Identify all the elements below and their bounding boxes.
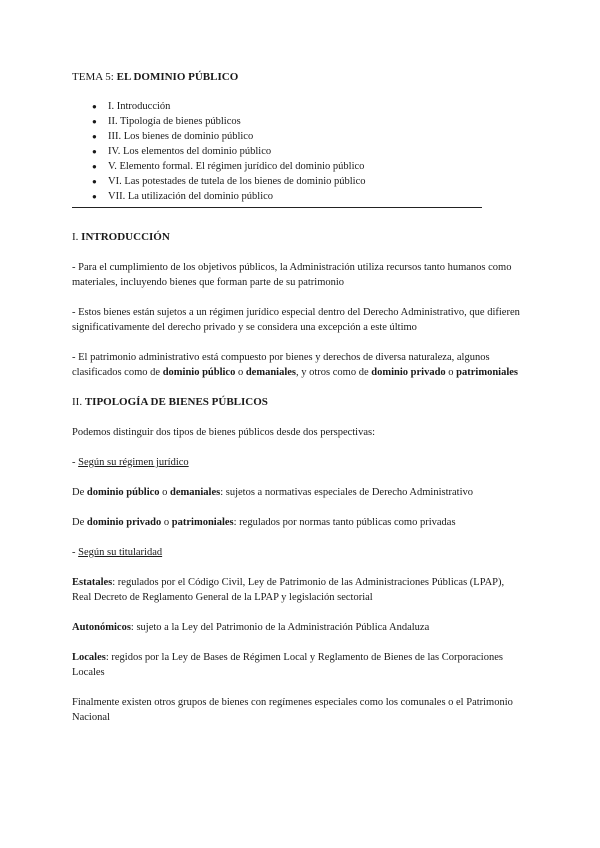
underlined-label: Según su régimen jurídico: [78, 457, 189, 468]
text: : regidos por la Ley de Bases de Régimen Local y Reglamento de Bienes de las Corporaciones Locales: [72, 652, 503, 678]
text: De: [72, 487, 87, 498]
paragraph: [72, 650, 522, 680]
document-title: [72, 70, 522, 85]
paragraph: Podemos distinguir dos tipos de bienes públicos desde dos perspectivas:: [72, 427, 376, 438]
title-prefix: TEMA 5:: [72, 71, 117, 83]
text: : sujeto a la Ley del Patrimonio de la Administración Pública Andaluza: [130, 622, 430, 633]
toc-item: ● III. Los bienes de dominio público: [92, 129, 522, 144]
heading-prefix: II.: [72, 396, 85, 408]
paragraph: [72, 350, 522, 380]
paragraph: [72, 575, 522, 605]
subheading-regimen: [72, 455, 522, 470]
toc-item: ● II. Tipología de bienes públicos: [92, 114, 522, 129]
text: : sujetos a normativas especiales de Derecho Administrativo: [220, 487, 474, 498]
bold-term: Locales: [72, 652, 106, 663]
toc-item: ● VI. Las potestades de tutela de los bienes de dominio público: [92, 174, 522, 189]
table-of-contents: [72, 99, 522, 204]
text: De: [72, 517, 87, 528]
subheading-titularidad: [72, 545, 522, 560]
paragraph: - Estos bienes están sujetos a un régimen jurídico especial dentro del Derecho Administrativo, que difieren significativamente del derecho privado y se considera una excepción a este último: [72, 307, 520, 333]
paragraph: [72, 515, 522, 530]
text: o: [159, 487, 171, 498]
text: : regulados por normas tanto públicas como privadas: [233, 517, 456, 528]
dash: -: [72, 457, 79, 468]
text: o: [445, 367, 457, 378]
section-heading-tipologia: [72, 395, 522, 410]
bold-term: demaniales: [170, 487, 221, 498]
bold-term: dominio público: [162, 367, 236, 378]
bold-term: patrimoniales: [171, 517, 234, 528]
text: : regulados por el Código Civil, Ley de Patrimonio de las Administraciones Públicas (LPAP), Real Decreto de Reglamento General de la LPAP y legislación sectorial: [72, 577, 505, 603]
bold-term: Estatales: [72, 577, 113, 588]
title-bold: EL DOMINIO PÚBLICO: [116, 71, 239, 83]
text: o: [235, 367, 246, 378]
heading-bold: INTRODUCCIÓN: [81, 231, 170, 243]
text: - El patrimonio administrativo está compuesto por bienes y derechos de diversa naturaleza, algunos clasificados como de: [72, 352, 490, 378]
document-page: [72, 70, 522, 740]
section-heading-introduccion: [72, 230, 522, 245]
paragraph: [72, 485, 522, 500]
heading-prefix: I.: [72, 231, 82, 243]
toc-item: ● VII. La utilización del dominio público: [92, 189, 522, 204]
bold-term: patrimoniales: [456, 367, 519, 378]
toc-item: ● IV. Los elementos del dominio público: [92, 144, 522, 159]
bold-term: dominio público: [86, 487, 160, 498]
toc-item: ● V. Elemento formal. El régimen jurídico del dominio público: [92, 159, 522, 174]
text: o: [161, 517, 172, 528]
bold-term: dominio privado: [371, 367, 446, 378]
bold-term: dominio privado: [86, 517, 162, 528]
bold-term: Autonómicos: [72, 622, 131, 633]
heading-bold: TIPOLOGÍA DE BIENES PÚBLICOS: [84, 396, 268, 408]
horizontal-divider: [72, 207, 482, 208]
bold-term: demaniales: [245, 367, 297, 378]
underlined-label: Según su titularidad: [78, 547, 163, 558]
text: , y otros como de: [296, 367, 372, 378]
paragraph: [72, 620, 522, 635]
toc-item: ● I. Introducción: [92, 99, 522, 114]
dash: -: [72, 547, 79, 558]
paragraph: - Para el cumplimiento de los objetivos públicos, la Administración utiliza recursos tanto humanos como materiales, incluyendo bienes que forman parte de su patrimonio: [72, 262, 512, 288]
paragraph: Finalmente existen otros grupos de bienes con regímenes especiales como los comunales o el Patrimonio Nacional: [72, 697, 513, 723]
